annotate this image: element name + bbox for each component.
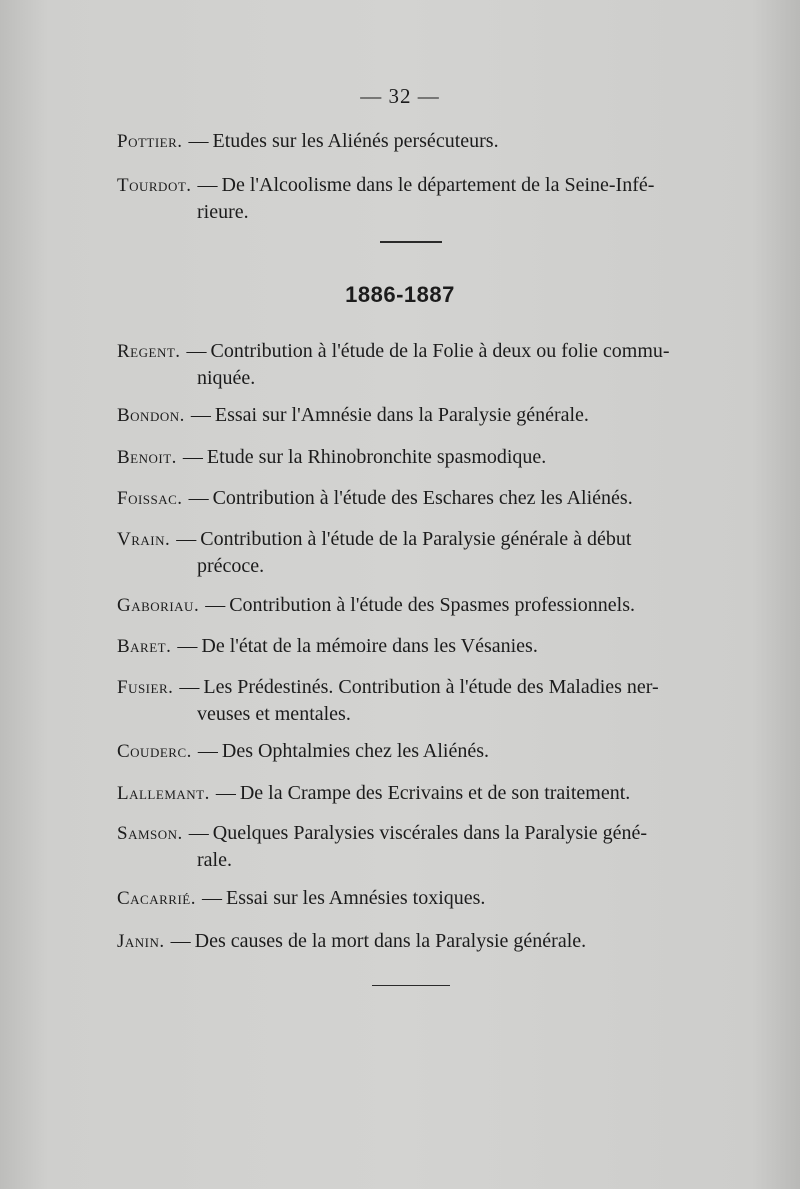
entry-title: Des causes de la mort dans la Paralysie générale.: [194, 930, 587, 952]
author-name: Benoit.: [117, 447, 177, 468]
author-name: Fusier.: [117, 677, 174, 698]
author-name: Vrain.: [117, 529, 171, 550]
page-number: — 32 —: [360, 84, 440, 108]
author-name: Baret.: [117, 636, 172, 657]
author-name: Lallemant.: [117, 783, 210, 804]
list-item: Foissac. — Contribution à l'étude des Eschares chez les Aliénés.: [117, 487, 633, 509]
entry-title-continuation: rieure.: [197, 201, 249, 223]
list-item: Regent. — Contribution à l'étude de la Folie à deux ou folie commu- niquée.: [117, 338, 724, 392]
entry-title-continuation: veuses et mentales.: [197, 703, 351, 725]
entry-title: Des Ophtalmies chez les Aliénés.: [221, 740, 490, 762]
author-name: Tourdot.: [117, 175, 192, 196]
list-item: Gaboriau. — Contribution à l'étude des Spasmes professionnels.: [117, 594, 635, 616]
entry-title: Quelques Paralysies viscérales dans la Paralysie géné-: [212, 822, 648, 844]
list-item: Vrain. — Contribution à l'étude de la Paralysie générale à début précoce.: [117, 526, 724, 580]
entry-title: Etude sur la Rhinobronchite spasmodique.: [206, 446, 547, 468]
entry-title-continuation: précoce.: [197, 555, 265, 577]
entry-title: Contribution à l'étude de la Folie à deux ou folie commu-: [210, 340, 670, 362]
list-item: Bondon. — Essai sur l'Amnésie dans la Paralysie générale.: [117, 404, 589, 426]
entry-title: De l'Alcoolisme dans le département de la Seine-Infé-: [221, 174, 655, 196]
list-item: Janin. — Des causes de la mort dans la Paralysie générale.: [117, 930, 587, 952]
entry-title: De l'état de la mémoire dans les Vésanies.: [201, 635, 538, 657]
entry-title: Les Prédestinés. Contribution à l'étude des Maladies ner-: [203, 676, 659, 698]
author-name: Pottier.: [117, 131, 183, 152]
list-item: Cacarrié. — Essai sur les Amnésies toxiques.: [117, 887, 486, 909]
list-item: Lallemant. — De la Crampe des Ecrivains et de son traitement.: [117, 782, 631, 804]
entry-title-continuation: rale.: [197, 849, 232, 871]
author-name: Gaboriau.: [117, 595, 200, 616]
author-name: Foissac.: [117, 488, 183, 509]
list-item: Benoit. — Etude sur la Rhinobronchite spasmodique.: [117, 446, 547, 468]
author-name: Couderc.: [117, 741, 192, 762]
list-item: Pottier. — Etudes sur les Aliénés persécuteurs.: [117, 130, 499, 152]
entry-title: Essai sur les Amnésies toxiques.: [225, 887, 486, 909]
list-item: Fusier. — Les Prédestinés. Contribution à l'étude des Maladies ner- veuses et mentales.: [117, 674, 724, 728]
entry-title-continuation: niquée.: [197, 367, 256, 389]
section-divider: [380, 241, 442, 243]
list-item: Baret. — De l'état de la mémoire dans les Vésanies.: [117, 635, 538, 657]
section-year-heading: 1886-1887: [345, 282, 455, 307]
entry-title: Contribution à l'étude de la Paralysie générale à début: [200, 528, 632, 550]
entry-title: Etudes sur les Aliénés persécuteurs.: [212, 130, 499, 152]
list-item: Tourdot. — De l'Alcoolisme dans le département de la Seine-Infé- rieure.: [117, 172, 724, 226]
list-item: Samson. — Quelques Paralysies viscérales dans la Paralysie géné- rale.: [117, 820, 724, 874]
entry-title: Essai sur l'Amnésie dans la Paralysie générale.: [214, 404, 589, 426]
author-name: Regent.: [117, 341, 181, 362]
entry-title: Contribution à l'étude des Spasmes professionnels.: [229, 594, 635, 616]
author-name: Bondon.: [117, 405, 185, 426]
author-name: Samson.: [117, 823, 183, 844]
list-item: Couderc. — Des Ophtalmies chez les Aliénés.: [117, 740, 490, 762]
end-divider: [372, 985, 450, 986]
author-name: Janin.: [117, 931, 165, 952]
author-name: Cacarrié.: [117, 888, 196, 909]
entry-title: Contribution à l'étude des Eschares chez les Aliénés.: [212, 487, 633, 509]
entry-title: De la Crampe des Ecrivains et de son traitement.: [239, 782, 631, 804]
